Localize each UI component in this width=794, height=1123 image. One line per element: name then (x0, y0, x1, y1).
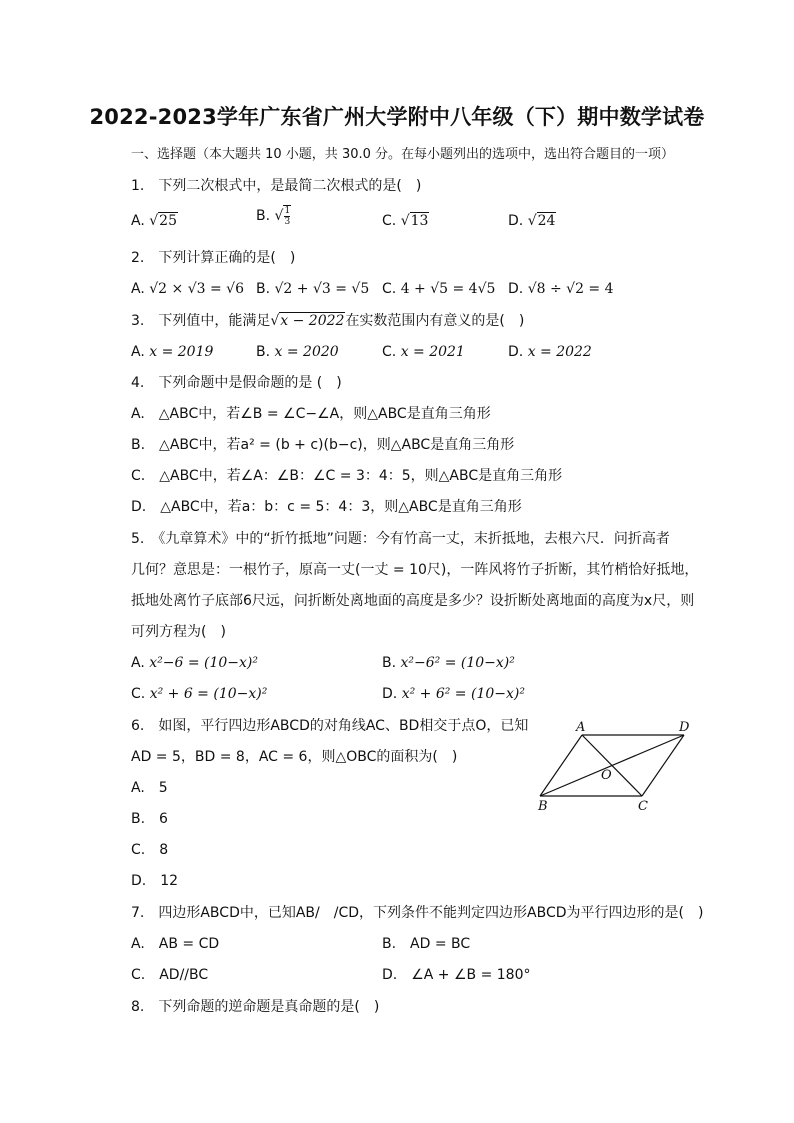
q1-option-c-letter: C. (382, 213, 397, 229)
q3-option-d: D. x = 2022 (508, 344, 592, 360)
q1-option-b (256, 205, 291, 227)
q7-option-a: A. AB = CD (131, 936, 220, 952)
q5-option-b: B. x²−6² = (10−x)² (382, 655, 515, 671)
question-5-line-1: 5. 《九章算术》中的“折竹抵地”问题：今有竹高一丈，末折抵地，去根六尺．问折高者 (131, 531, 670, 547)
question-6-line-2: AD = 5，BD = 8，AC = 6，则△OBC的面积为( ) (131, 749, 458, 765)
q3-radical: √x − 2022 (270, 313, 345, 329)
q6-option-b: B. 6 (131, 811, 168, 827)
q2-option-c: C. 4 + √5 = 4√5 (382, 281, 496, 297)
q1-option-a-radical: √25 (149, 213, 177, 229)
q4-option-a: A. △ABC中，若∠B = ∠C−∠A，则△ABC是直角三角形 (131, 406, 491, 422)
section-heading: 一、选择题（本大题共 10 小题，共 30.0 分。在每小题列出的选项中，选出符合题目的一项） (131, 147, 675, 162)
question-5-line-4: 可列方程为( ) (131, 624, 226, 640)
q4-option-d: D. △ABC中，若a：b：c = 5：4：3，则△ABC是直角三角形 (131, 499, 522, 515)
q2-option-b: B. √2 + √3 = √5 (256, 281, 370, 297)
question-5-line-3: 抵地处离竹子底部6尺远，问折断处离地面的高度是多少？设折断处离地面的高度为x尺，则 (131, 593, 695, 609)
q1-option-d (508, 211, 556, 231)
question-6-line-1: 6. 如图，平行四边形ABCD的对角线AC、BD相交于点O，已知 (131, 718, 529, 734)
q7-option-b: B. AD = BC (382, 936, 471, 952)
vertex-d-label: D (679, 720, 690, 735)
q6-option-d: D. 12 (131, 873, 179, 889)
q2-option-d: D. √8 ÷ √2 = 4 (508, 281, 614, 297)
q1-option-a (131, 211, 178, 231)
question-3-stem: 3. 下列值中，能满足√x − 2022在实数范围内有意义的是( ) (131, 313, 525, 329)
q3-option-a: A. x = 2019 (131, 344, 214, 360)
question-2-stem: 2. 下列计算正确的是( ) (131, 250, 296, 266)
q1-option-b-radical: √ $\frac{1}{3}$ (274, 206, 291, 227)
q6-option-a: A. 5 (131, 780, 168, 796)
q1-option-a-letter: A. (131, 213, 145, 229)
question-7-stem: 7. 四边形ABCD中，已知AB/ /CD，下列条件不能判定四边形ABCD为平行四边形的是( ) (131, 905, 704, 921)
q4-option-b: B. △ABC中，若a² = (b + c)(b−c)，则△ABC是直角三角形 (131, 437, 515, 453)
q2-option-a: A. √2 × √3 = √6 (131, 281, 244, 297)
q1-option-b-letter: B. (256, 208, 271, 224)
vertex-c-label: C (638, 799, 648, 814)
q5-option-d: D. x² + 6² = (10−x)² (382, 686, 525, 702)
q5-option-c: C. x² + 6 = (10−x)² (131, 686, 268, 702)
exam-title: 2022-2023学年广东省广州大学附中八年级（下）期中数学试卷 (89, 105, 705, 129)
question-8-stem: 8. 下列命题的逆命题是真命题的是( ) (131, 999, 380, 1015)
vertex-b-label: B (538, 799, 548, 814)
q3-option-b: B. x = 2020 (256, 344, 339, 360)
question-5-line-2: 几何？意思是：一根竹子，原高一丈(一丈 = 10尺)，一阵风将竹子折断，其竹梢恰好抵地， (131, 562, 699, 578)
q7-option-d: D. ∠A + ∠B = 180° (382, 967, 531, 983)
vertex-a-label: A (576, 720, 586, 735)
q4-option-c: C. △ABC中，若∠A：∠B：∠C = 3：4：5，则△ABC是直角三角形 (131, 468, 563, 484)
q1-option-c-radical: √13 (400, 213, 429, 229)
q6-option-c: C. 8 (131, 842, 169, 858)
q1-option-d-radical: √24 (527, 213, 556, 229)
q1-option-d-letter: D. (508, 213, 524, 229)
question-4-stem: 4. 下列命题中是假命题的是 ( ) (131, 375, 342, 391)
q7-option-c: C. AD//BC (131, 967, 209, 983)
q1-option-c (382, 211, 429, 231)
question-1-stem: 1. 下列二次根式中，是最简二次根式的是( ) (131, 178, 422, 194)
q3-option-c: C. x = 2021 (382, 344, 465, 360)
q5-option-a: A. x²−6 = (10−x)² (131, 655, 258, 671)
point-o-label: O (601, 768, 612, 783)
parallelogram-figure (530, 716, 700, 816)
